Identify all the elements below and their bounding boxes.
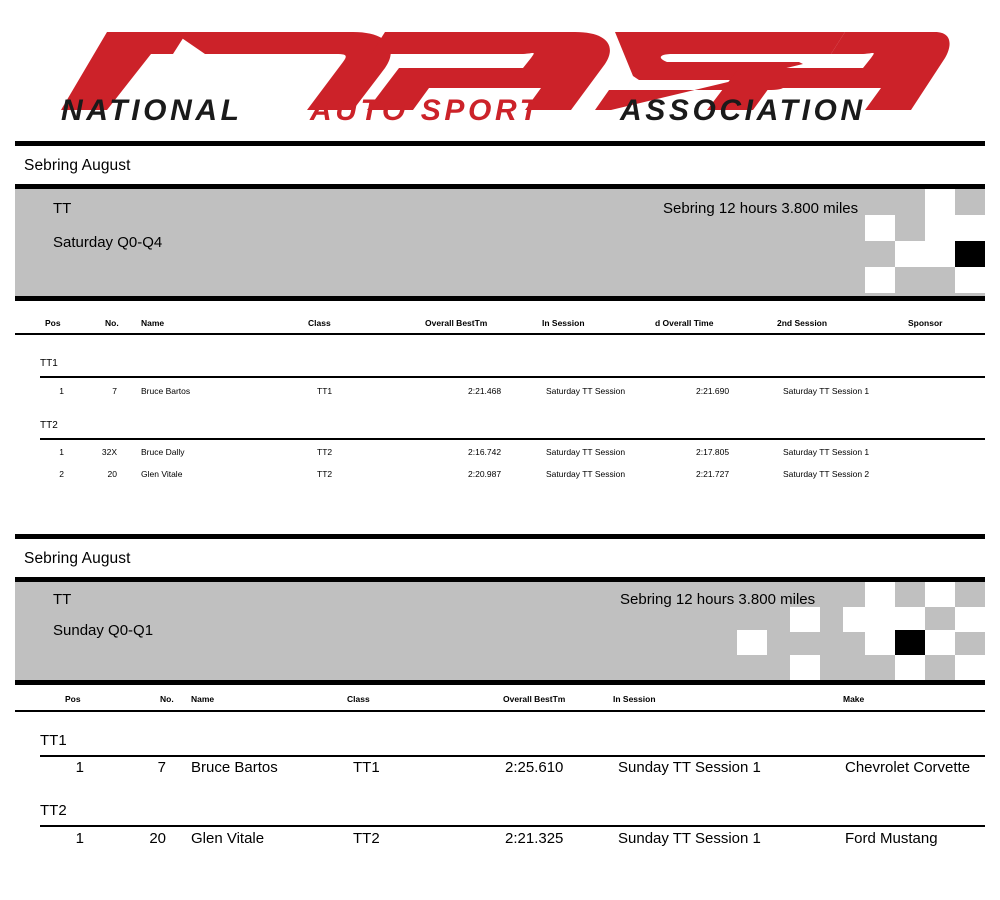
cell-name: Bruce Bartos bbox=[191, 759, 278, 776]
tagline-association: ASSOCIATION bbox=[620, 94, 866, 126]
cell-best-time: 2:21.468 bbox=[468, 386, 502, 396]
cell-name: Glen Vitale bbox=[191, 830, 265, 847]
cell-no: 7 bbox=[157, 759, 166, 776]
cell-in-session: Saturday TT Session bbox=[546, 469, 626, 479]
section2-header-underline bbox=[15, 710, 985, 712]
col-header-overall-besttm: Overall BestTm bbox=[503, 694, 566, 704]
cell-make: Chevrolet Corvette bbox=[845, 759, 971, 776]
nasa-logo-graphic bbox=[55, 14, 955, 126]
cell-pos: 1 bbox=[59, 447, 64, 457]
cell-second-overall-time: 2:21.727 bbox=[696, 469, 730, 479]
section1-event-title: Sebring August bbox=[24, 157, 131, 174]
cell-second-overall-time: 2:21.690 bbox=[696, 386, 730, 396]
cell-in-session: Sunday TT Session 1 bbox=[618, 830, 761, 847]
section2-session-header bbox=[15, 582, 985, 680]
section1-session-header bbox=[15, 189, 985, 296]
section1-class-group-label: TT2 bbox=[40, 420, 58, 431]
section2-session-label: Sunday Q0-Q1 bbox=[53, 622, 154, 639]
cell-best-time: 2:20.987 bbox=[468, 469, 502, 479]
section1-group1-rule bbox=[40, 438, 985, 440]
col-header-pos: Pos bbox=[65, 694, 81, 704]
section1-session-label: Saturday Q0-Q4 bbox=[53, 234, 163, 251]
section2-event-title: Sebring August bbox=[24, 550, 131, 567]
section2-group1-rule bbox=[40, 825, 985, 827]
cell-no: 32X bbox=[101, 447, 117, 457]
col-header-class: Class bbox=[347, 694, 370, 704]
nasa-tagline bbox=[61, 94, 866, 126]
section2-class-group-label: TT2 bbox=[40, 802, 67, 819]
section2-top-rule bbox=[15, 534, 985, 539]
col-header-pos: Pos bbox=[45, 318, 61, 328]
cell-name: Bruce Dally bbox=[141, 447, 185, 457]
section2-track-label: Sebring 12 hours 3.800 miles bbox=[620, 591, 816, 608]
col-header-second-overall-time: d Overall Time bbox=[655, 318, 714, 328]
col-header-name: Name bbox=[191, 694, 215, 704]
col-header-no: No. bbox=[105, 318, 119, 328]
cell-pos: 1 bbox=[75, 759, 84, 776]
tagline-auto-sport: AUTO SPORT bbox=[310, 94, 542, 126]
cell-name: Glen Vitale bbox=[141, 469, 183, 479]
section1-header-bottom-rule bbox=[15, 296, 985, 301]
cell-second-session: Saturday TT Session 1 bbox=[783, 447, 870, 457]
section2-group0-rule bbox=[40, 755, 985, 757]
cell-class: TT2 bbox=[317, 469, 333, 479]
cell-class: TT1 bbox=[353, 759, 380, 776]
cell-class: TT2 bbox=[353, 830, 380, 847]
section1-series-label: TT bbox=[53, 200, 72, 217]
cell-in-session: Sunday TT Session 1 bbox=[618, 759, 761, 776]
col-header-make: Make bbox=[843, 694, 865, 704]
cell-in-session: Saturday TT Session bbox=[546, 386, 626, 396]
cell-make: Ford Mustang bbox=[845, 830, 938, 847]
cell-best-time: 2:25.610 bbox=[505, 759, 564, 776]
cell-class: TT2 bbox=[317, 447, 333, 457]
col-header-in-session: In Session bbox=[613, 694, 656, 704]
cell-no: 7 bbox=[112, 386, 117, 396]
section1-top-rule bbox=[15, 141, 985, 146]
nasa-logo bbox=[0, 0, 1000, 135]
col-header-in-session: In Session bbox=[542, 318, 585, 328]
col-header-second-session: 2nd Session bbox=[777, 318, 828, 328]
cell-pos: 2 bbox=[59, 469, 64, 479]
cell-name: Bruce Bartos bbox=[141, 386, 191, 396]
section1-track-label: Sebring 12 hours 3.800 miles bbox=[663, 200, 859, 217]
tagline-national: NATIONAL bbox=[61, 94, 243, 126]
section2-header-bottom-rule bbox=[15, 680, 985, 685]
cell-second-session: Saturday TT Session 2 bbox=[783, 469, 870, 479]
cell-in-session: Saturday TT Session bbox=[546, 447, 626, 457]
section2-class-group-label: TT1 bbox=[40, 732, 67, 749]
section1-header-underline bbox=[15, 333, 985, 335]
col-header-overall-besttm: Overall BestTm bbox=[425, 318, 488, 328]
cell-no: 20 bbox=[149, 830, 166, 847]
cell-second-session: Saturday TT Session 1 bbox=[783, 386, 870, 396]
cell-pos: 1 bbox=[75, 830, 84, 847]
cell-best-time: 2:16.742 bbox=[468, 447, 502, 457]
cell-best-time: 2:21.325 bbox=[505, 830, 564, 847]
col-header-class: Class bbox=[308, 318, 331, 328]
cell-class: TT1 bbox=[317, 386, 333, 396]
cell-no: 20 bbox=[107, 469, 117, 479]
cell-second-overall-time: 2:17.805 bbox=[696, 447, 730, 457]
col-header-sponsor: Sponsor bbox=[908, 318, 943, 328]
col-header-name: Name bbox=[141, 318, 165, 328]
cell-pos: 1 bbox=[59, 386, 64, 396]
section1-class-group-label: TT1 bbox=[40, 358, 58, 369]
section2-series-label: TT bbox=[53, 591, 72, 608]
section1-group0-rule bbox=[40, 376, 985, 378]
col-header-no: No. bbox=[160, 694, 174, 704]
